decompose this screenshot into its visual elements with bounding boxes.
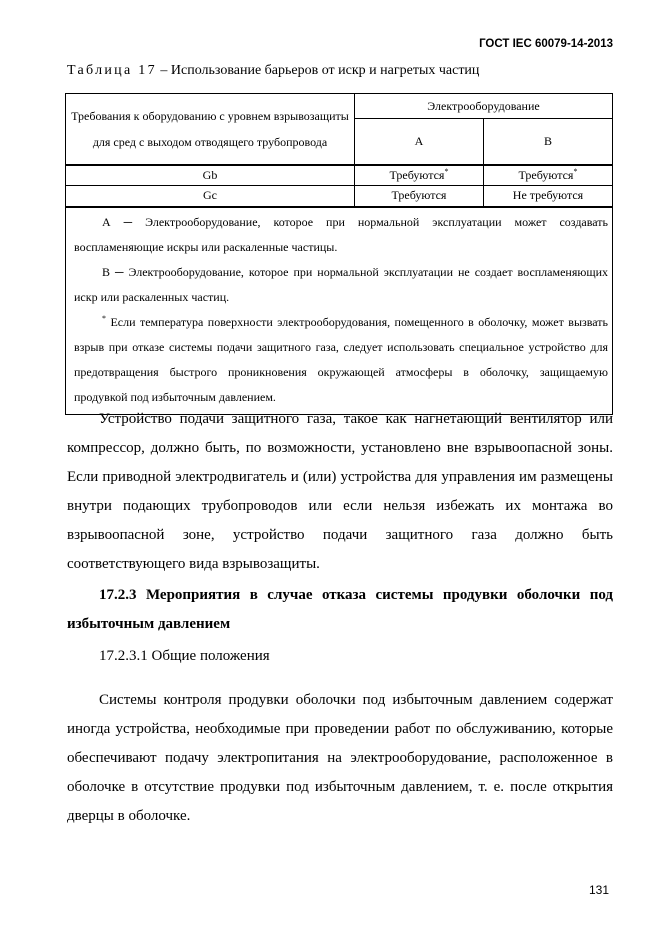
table-caption-text: – Использование барьеров от искр и нагретых частиц	[160, 63, 480, 78]
note-a: А ─ Электрооборудование, которое при нормальной эксплуатации может создавать воспламеняющие искры или раскаленные частицы.	[74, 214, 608, 254]
column-a-header: А	[355, 119, 484, 165]
requirements-column-header: Требования к оборудованию с уровнем взрывозащиты для сред с выходом отводящего трубопровода	[66, 94, 355, 165]
document-code: ГОСТ IEC 60079-14-2013	[479, 38, 613, 50]
note-footnote: * Если температура поверхности электрооборудования, помещенного в оболочку, может вызвать взрыв при отказе системы подачи защитного газа, следует использовать специальное устройство для предотвращения быстрого проникновения окружающей атмосферы в оболочку, защищаемую продувкой под избыточным давлением.	[74, 313, 609, 404]
subsection-heading: 17.2.3.1 Общие положения	[99, 648, 270, 664]
page-number: 131	[588, 883, 609, 897]
b-cell: Не требуются	[484, 186, 613, 207]
a-cell: Требуются	[355, 186, 484, 207]
footnote-mark: *	[573, 166, 578, 176]
b-cell: Требуются*	[484, 165, 613, 186]
level-cell: Gc	[66, 186, 355, 207]
paragraph-control-systems: Системы контроля продувки оболочки под избыточным давлением содержат иногда устройства, необходимые при проведении работ по обслуживанию, которые обеспечивают подачу электропитания на электрооборудование, расположенное в оболочке в отсутствие продувки под избыточным давлением, т. е. после открытия дверцы в оболочке.	[67, 692, 613, 824]
barrier-table	[65, 93, 613, 415]
table-row	[66, 165, 613, 186]
level-cell: Gb	[66, 165, 355, 186]
a-cell: Требуются*	[355, 165, 484, 186]
table-caption-label: Таблица 17	[67, 63, 157, 78]
equipment-group-header: Электрооборудование	[355, 94, 613, 119]
column-b-header: В	[484, 119, 613, 165]
paragraph-gas-supply: Устройство подачи защитного газа, такое как нагнетающий вентилятор или компрессор, должно быть, по возможности, установлено вне взрывоопасной зоны. Если приводной электродвигатель и (или) устройства для управления им размещены внутри подающих трубопроводов или если нельзя избежать их монтажа во взрывоопасной зоне, устройство подачи защитного газа должно быть соответствующего вида взрывозащиты.	[67, 411, 613, 572]
section-heading: 17.2.3 Мероприятия в случае отказа системы продувки оболочки под избыточным давлением	[67, 587, 613, 632]
table-caption	[67, 63, 479, 79]
footnote-mark: *	[102, 313, 106, 323]
footnote-mark: *	[444, 166, 449, 176]
table-row	[66, 186, 613, 207]
table-notes	[66, 207, 613, 415]
note-b: В ─ Электрооборудование, которое при нормальной эксплуатации не создает воспламеняющих искр или раскаленных частиц.	[74, 264, 608, 304]
